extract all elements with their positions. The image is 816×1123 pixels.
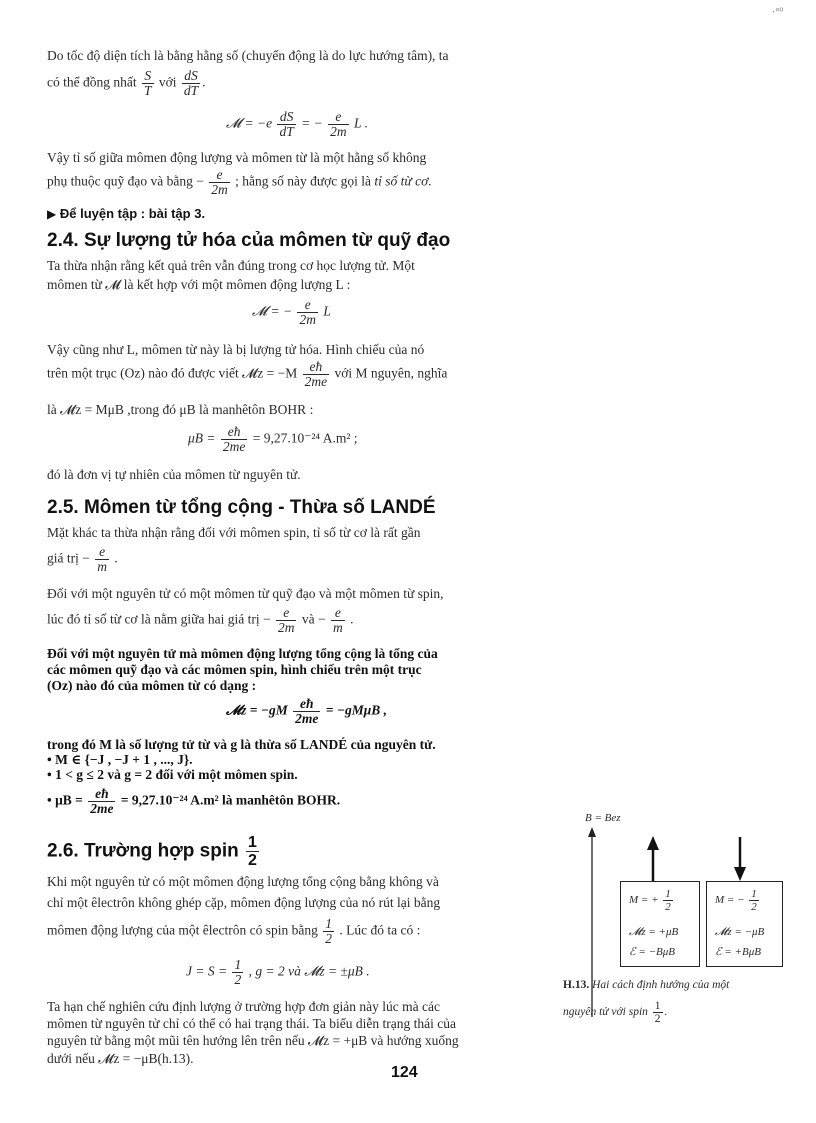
s26-line3 (47, 917, 420, 946)
s25-bold-line4: trong đó M là số lượng tử từ và g là thừa số LANDÉ của nguyên tử. (47, 737, 436, 752)
eq1-frac1 (277, 110, 295, 139)
p1-frac-a (142, 69, 154, 98)
caption-frac (653, 1000, 663, 1025)
page-number: 124 (391, 1064, 418, 1081)
eq1-f2-den: 2m (330, 124, 347, 139)
box2-M-den: 2 (751, 901, 757, 913)
equation-1 (226, 110, 368, 139)
s24-line3: Vậy cũng như L, mômen từ này là bị lượng tử hóa. Hình chiếu của nó (47, 342, 425, 357)
s25-b3-frac (88, 787, 115, 816)
eq1-f2-num: e (328, 110, 349, 125)
s25-l2-frac (95, 545, 109, 574)
box1-M (629, 888, 675, 913)
s24-line5: là 𝓜z = MμB ,trong đó μB là manhêtôn BOHR : (47, 402, 314, 417)
s25-l4c: . (350, 611, 354, 627)
s24-equation (252, 298, 331, 327)
s25-bullet1: • M ∈ {−J , −J + 1 , ..., J}. (47, 752, 193, 767)
caption-den: 2 (654, 1013, 661, 1025)
s24-line6: đó là đơn vị tự nhiên của mômen từ nguyên tử. (47, 467, 301, 482)
s25-beq-lhs: 𝓜z = −gM (226, 702, 288, 718)
s25-l4-num1: e (276, 606, 297, 621)
s24-eq2-frac (221, 425, 248, 454)
eq1-f1-den: dT (279, 124, 294, 139)
s24-eq-frac (297, 298, 318, 327)
practice-text: Để luyện tập : bài tập 3. (59, 206, 206, 221)
s24-eq-den: 2m (299, 312, 316, 327)
s24-l4b: với M nguyên, nghĩa (334, 365, 448, 381)
s25-line3: Đối với một nguyên tử có một mômen từ quỹ đạo và một mômen từ spin, (47, 586, 444, 601)
s25-bold-equation (226, 697, 387, 726)
practice-line (47, 206, 205, 221)
s25-b3b: = 9,27.10⁻²⁴ A.m² là manhêtôn BOHR. (120, 792, 341, 808)
p1-frac-b (182, 69, 200, 98)
box1-energy: ℰ = −BμB (629, 946, 675, 958)
s24-eq2-num: eħ (221, 425, 248, 440)
box1-M-den: 2 (665, 901, 671, 913)
eq1-rhs: L . (353, 115, 368, 131)
s25-beq-den: 2me (295, 711, 319, 726)
caption-end: . (664, 1006, 668, 1019)
caption-label: H.13. (563, 979, 590, 991)
p2-line2 (47, 168, 432, 197)
s26-eq-b: , g = 2 và 𝓜z = ±μB . (248, 963, 370, 979)
s26-eq-a: J = S = (186, 963, 228, 979)
s24-eq-rhs: L (323, 303, 331, 319)
s26-line6: nguyên tử bằng một mũi tên hướng lên trên nếu 𝓜z = +μB và hướng xuống (47, 1033, 459, 1048)
box2-M-text: M = − (715, 894, 745, 907)
s26-l3-num: 1 (325, 916, 333, 931)
s24-equation-2 (188, 425, 358, 454)
s25-beq-frac (293, 697, 320, 726)
s25-bullet3 (47, 787, 340, 816)
s26-line1: Khi một nguyên tử có một mômen động lượng tổng cộng bằng không và (47, 874, 439, 889)
box1-mz: 𝓜z = +μB (629, 926, 679, 938)
s25-bullet2: • 1 < g ≤ 2 và g = 2 đối với một mômen spin. (47, 767, 298, 782)
s26-line5: mômen từ nguyên tử chỉ có thể có hai trạng thái. Ta biểu diễn trạng thái của (47, 1016, 456, 1031)
s24-eq-lhs: 𝓜 = − (252, 303, 293, 319)
p2-term: tỉ số từ cơ. (374, 173, 432, 189)
s26-title-den: 2 (248, 852, 257, 869)
s25-beq-rhs: = −gMμB , (325, 702, 388, 718)
s26-l3b: . Lúc đó ta có : (339, 922, 421, 938)
p1-frac-a-den: T (143, 83, 152, 98)
s24-eq2-den: 2me (222, 439, 246, 454)
p2-line2a: phụ thuộc quỹ đạo và bằng − (47, 173, 204, 189)
s26-title-frac (246, 834, 259, 869)
s25-b3-den: 2me (90, 801, 114, 816)
s24-l4a: trên một trục (Oz) nào đó được viết 𝓜z = −M (47, 365, 298, 381)
s24-line1: Ta thừa nhận rằng kết quả trên vẫn đúng trong cơ học lượng tử. Một (47, 258, 415, 273)
s26-line4: Ta hạn chế nghiên cứu định lượng ở trường hợp đơn giản này lúc mà các (47, 999, 440, 1014)
p2-frac-num: e (209, 168, 230, 183)
eq1-frac2 (328, 110, 349, 139)
eq1-f1-num: dS (277, 110, 295, 125)
box2-energy: ℰ = +BμB (715, 946, 761, 958)
section-2-6-title (47, 834, 261, 869)
s26-equation (186, 958, 370, 987)
eq1-lhs: 𝓜 = −e (226, 115, 273, 131)
p1-line2b: với (158, 74, 177, 90)
s25-l2-den: m (97, 559, 107, 574)
s24-line2: mômen từ 𝓜 là kết hợp với một mômen động lượng L : (47, 277, 351, 292)
s25-l2-num: e (95, 545, 109, 560)
p1-frac-b-den: dT (183, 83, 199, 98)
s25-bold-line1: Đối với một nguyên tử mà mômen động lượng tổng cộng là tổng của (47, 646, 438, 661)
box2-M-num: 1 (751, 888, 757, 900)
caption-text-2: nguyên tử với spin (563, 1006, 648, 1019)
s26-line7: dưới nếu 𝓜z = −μB(h.13). (47, 1051, 194, 1066)
p2-line1: Vậy tỉ số giữa mômen động lượng và mômen từ là một hằng số không (47, 150, 427, 165)
s25-l4-frac2 (331, 606, 345, 635)
s26-l3-den: 2 (325, 931, 333, 946)
s26-eq-frac (232, 958, 243, 987)
s25-b3a: • μB = (47, 792, 83, 808)
box2-mz: 𝓜z = −μB (715, 926, 765, 938)
s26-l3-frac (323, 917, 334, 946)
s24-eq2-lhs: μB = (188, 430, 216, 446)
s25-line1: Mặt khác ta thừa nhận rằng đối với mômen spin, tỉ số từ cơ là rất gần (47, 525, 421, 540)
triangle-bullet-icon: ▶ (47, 207, 57, 221)
box1-M-num: 1 (665, 888, 671, 900)
p1-line2: có thể đồng nhất $\frac{S}{T}$ với $\frac{dS}{dT}$ . (47, 68, 206, 98)
s25-bold-line3: (Oz) nào đó của mômen từ có dạng : (47, 678, 257, 693)
box2-M (715, 888, 761, 913)
s25-line2 (47, 545, 118, 574)
caption-text-1: Hai cách định hướng của một (592, 979, 730, 991)
spin-up-arrow-icon (640, 835, 666, 883)
s26-eq-num: 1 (234, 957, 242, 972)
s25-line4 (47, 606, 353, 635)
s25-l4-num2: e (331, 606, 345, 621)
corner-mark: ·°⁰ (772, 7, 784, 18)
s24-eq2-rhs: = 9,27.10⁻²⁴ A.m² ; (252, 430, 358, 446)
s24-eq-num: e (297, 298, 318, 313)
caption-num: 1 (654, 1000, 661, 1012)
p1-frac-b-num: dS (182, 69, 200, 84)
s25-l4a: lúc đó tỉ số từ cơ là nằm giữa hai giá trị − (47, 611, 271, 627)
s24-l4-frac (303, 360, 330, 389)
box1-M-text: M = + (629, 894, 659, 907)
box2-M-frac (749, 888, 759, 913)
s25-l2a: giá trị − (47, 550, 90, 566)
box1-M-frac (663, 888, 673, 913)
s25-l2b: . (114, 550, 118, 566)
s26-title-text: 2.6. Trường hợp spin (47, 840, 239, 862)
figure-caption-line1 (563, 979, 729, 991)
field-label: B = Bez (585, 812, 621, 824)
eq1-mid: = − (301, 115, 323, 131)
s26-line2: chỉ một êlectrôn không ghép cặp, mômen động lượng của nó rút lại bằng (47, 895, 441, 910)
s25-bold-line2: các mômen quỹ đạo và các mômen spin, hình chiếu trên một trục (47, 662, 422, 677)
spin-down-arrow-icon (727, 835, 753, 883)
p2-frac (209, 168, 230, 197)
s25-b3-num: eħ (88, 787, 115, 802)
s25-l4b: và − (301, 611, 326, 627)
p2-line2b: ; hằng số này được gọi là (235, 173, 375, 189)
s26-title-num: 1 (248, 834, 257, 851)
s25-l4-frac1 (276, 606, 297, 635)
figure-caption-line2 (563, 1000, 667, 1025)
p1-frac-a-num: S (142, 69, 154, 84)
spin-up-box (620, 881, 700, 967)
s26-l3a: mômen động lượng của một êlectrôn có spin bằng (47, 922, 318, 938)
p2-frac-den: 2m (211, 182, 228, 197)
s25-l4-den2: m (332, 620, 343, 635)
s25-l4-den1: 2m (277, 620, 295, 635)
s26-eq-den: 2 (234, 972, 242, 987)
p1-line1: Do tốc độ diện tích là bằng hằng số (chuyển động là do lực hướng tâm), ta (47, 48, 449, 63)
s24-l4-den: 2me (304, 374, 328, 389)
s24-line4 (47, 360, 447, 389)
spin-down-box (706, 881, 783, 967)
p1-line2a: có thể đồng nhất (47, 74, 137, 90)
s25-beq-num: eħ (293, 697, 320, 712)
s24-l4-num: eħ (303, 360, 330, 375)
section-2-5-title: 2.5. Mômen từ tổng cộng - Thừa số LANDÉ (47, 497, 436, 518)
section-2-4-title: 2.4. Sự lượng tử hóa của mômen từ quỹ đạo (47, 230, 451, 251)
